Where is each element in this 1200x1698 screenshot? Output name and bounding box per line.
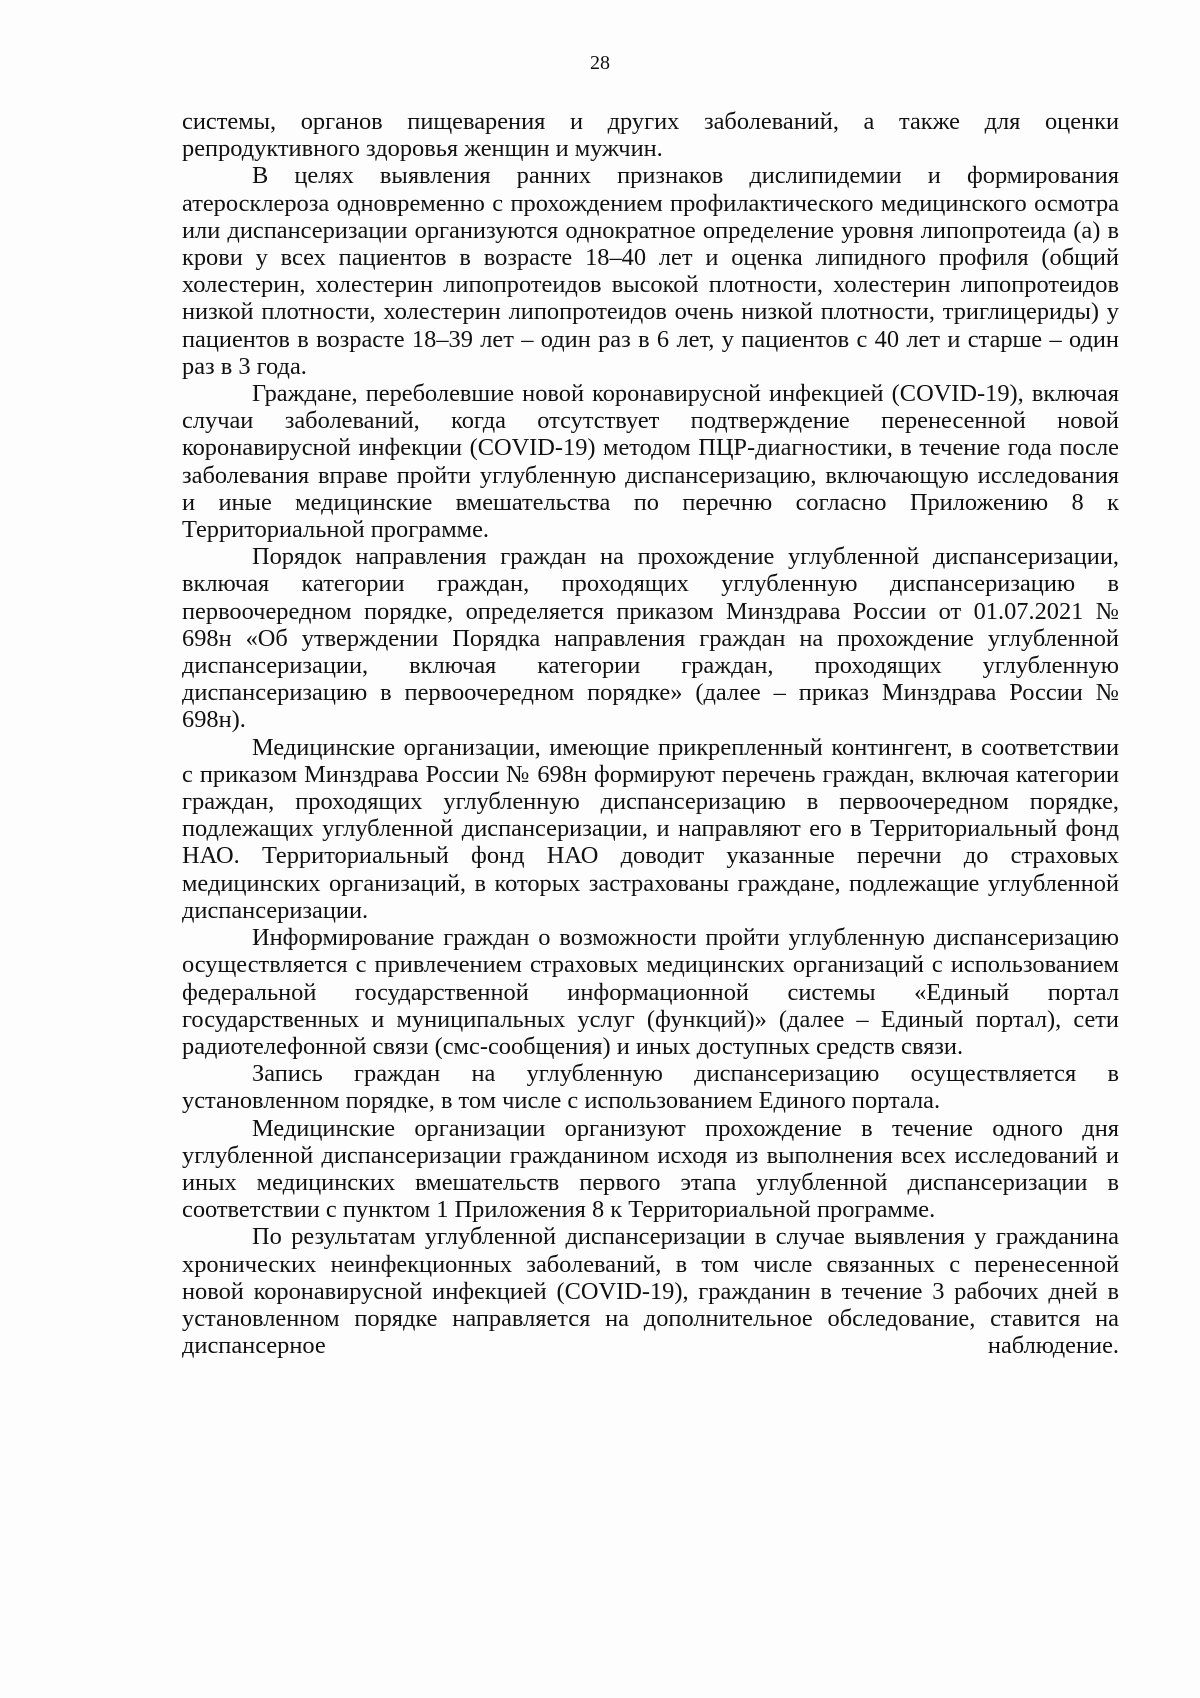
paragraph-covid-eligibility: Граждане, переболевшие новой коронавирусной инфекцией (COVID-19), включая случаи заболеваний, когда отсутствует подтверждение перенесенной новой коронавирусной инфекции (COVID-19) методом ПЦР-диагностики, в течение года после заболевания вправе пройти углубленную диспансеризацию, включающую исследования и иные медицинские вмешательства по перечню согласно Приложению 8 к Территориальной программе. bbox=[182, 380, 1119, 544]
paragraph-dyslipidemia-screening: В целях выявления ранних признаков дислипидемии и формирования атеросклероза одновременно с прохождением профилактического медицинского осмотра или диспансеризации организуются однократное определение уровня липопротеида (а) в крови у всех пациентов в возрасте 18–40 лет и оценка липидного профиля (общий холестерин, холестерин липопротеидов высокой плотности, холестерин липопротеидов низкой плотности, холестерин липопротеидов очень низкой плотности, триглицериды) у пациентов в возрасте 18–39 лет – один раз в 6 лет, у пациентов с 40 лет и старше – один раз в 3 года. bbox=[182, 162, 1119, 380]
paragraph-citizen-lists: Медицинские организации, имеющие прикрепленный контингент, в соответствии с приказом Минздрава России № 698н формируют перечень граждан, включая категории граждан, проходящих углубленную диспансеризацию в первоочередном порядке, подлежащих углубленной диспансеризации, и направляют его в Территориальный фонд НАО. Территориальный фонд НАО доводит указанные перечни до страховых медицинских организаций, в которых застрахованы граждане, подлежащие углубленной диспансеризации. bbox=[182, 733, 1119, 924]
paragraph-follow-up-results: По результатам углубленной диспансеризации в случае выявления у гражданина хронических неинфекционных заболеваний, в том числе связанных с перенесенной новой коронавирусной инфекцией (COVID-19), гражданин в течение 3 рабочих дней в установленном порядке направляется на дополнительное обследование, ставится на диспансерное наблюдение. bbox=[182, 1223, 1119, 1360]
document-body bbox=[182, 108, 1119, 1359]
paragraph-informing-citizens: Информирование граждан о возможности пройти углубленную диспансеризацию осуществляется с привлечением страховых медицинских организаций с использованием федеральной государственной информационной системы «Единый портал государственных и муниципальных услуг (функций)» (далее – Единый портал), сети радиотелефонной связи (смс-сообщения) и иных доступных средств связи. bbox=[182, 924, 1119, 1060]
paragraph-continuation: системы, органов пищеварения и других заболеваний, а также для оценки репродуктивного здоровья женщин и мужчин. bbox=[182, 108, 1119, 163]
page-number: 28 bbox=[590, 52, 610, 74]
paragraph-referral-order: Порядок направления граждан на прохождение углубленной диспансеризации, включая категории граждан, проходящих углубленную диспансеризацию в первоочередном порядке, определяется приказом Минздрава России от 01.07.2021 № 698н «Об утверждении Порядка направления граждан на прохождение углубленной диспансеризации, включая категории граждан, проходящих углубленную диспансеризацию в первоочередном порядке» (далее – приказ Минздрава России № 698н). bbox=[182, 543, 1119, 734]
paragraph-one-day-completion: Медицинские организации организуют прохождение в течение одного дня углубленной диспансеризации гражданином исходя из выполнения всех исследований и иных медицинских вмешательств первого этапа углубленной диспансеризации в соответствии с пунктом 1 Приложения 8 к Территориальной программе. bbox=[182, 1114, 1119, 1224]
paragraph-appointment-booking: Запись граждан на углубленную диспансеризацию осуществляется в установленном порядке, в том числе с использованием Единого портала. bbox=[182, 1060, 1119, 1115]
